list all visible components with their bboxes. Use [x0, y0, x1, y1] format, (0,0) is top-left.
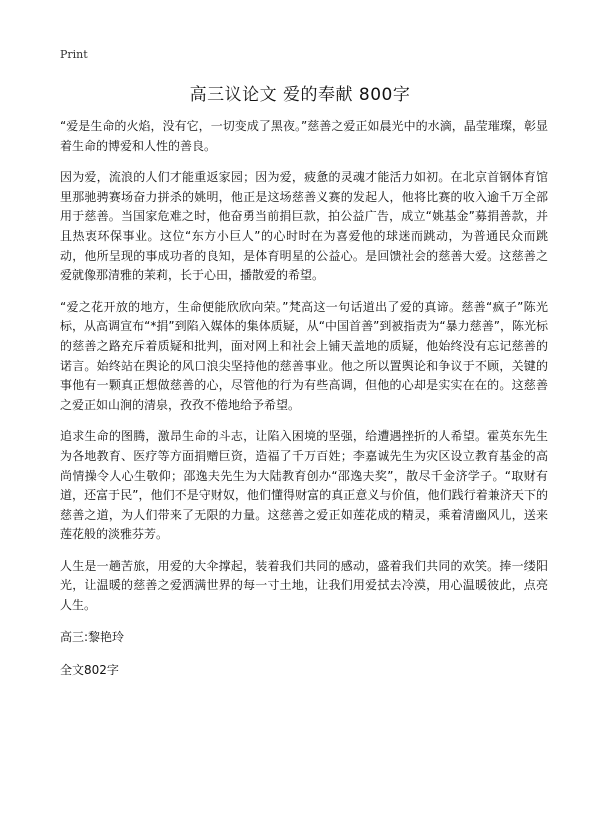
word-count: 全文802字 [60, 663, 119, 678]
paragraph-5: 人生是一趟苦旅，用爱的大伞撑起，装着我们共同的感动，盛着我们共同的欢笑。捧一缕阳光，让温暖的慈善之爱洒满世界的每一寸土地，让我们用爱拭去冷漠，用心温暖彼此，点亮人生。 [60, 558, 548, 613]
document-title: 高三议论文 爱的奉献 800字 [189, 85, 411, 105]
paragraph-1: “爱是生命的火焰，没有它，一切变成了黑夜。”慈善之爱正如晨光中的水滴，晶莹璀璨，彰显着生命的博爱和人性的善良。 [60, 119, 548, 153]
print-label: Print [60, 48, 88, 61]
paragraph-3: “爱之花开放的地方，生命便能欣欣向荣。”梵高这一句话道出了爱的真谛。慈善“疯子”陈光标，从高调宣布“*捐”到陷入媒体的集体质疑，从“中国首善”到被指责为“暴力慈善”，陈光标的慈善之路充斥着质疑和批判，面对网上和社会上铺天盖地的质疑，他始终没有忘记慈善的诺言。始终站在舆论的风口浪尖坚持他的慈善事业。他之所以置舆论和争议于不顾，关键的事他有一颗真正想做慈善的心，尽管他的行为有些高调，但他的心却是实实在在的。这慈善之爱正如山涧的清泉，孜孜不倦地给予希望。 [60, 299, 548, 412]
document-body [60, 117, 548, 695]
paragraph-2: 因为爱，流浪的人们才能重返家园；因为爱，疲惫的灵魂才能活力如初。在北京首钢体育馆里那驰骋赛场奋力拼杀的姚明，他正是这场慈善义赛的发起人，他将比赛的收入逾千万全部用于慈善。当国家危难之时，他奋勇当前捐巨款，拍公益广告，成立“姚基金”募捐善款，并且热衷环保事业。这位“东方小巨人”的心时时在为喜爱他的球迷而跳动，为普通民众而跳动，他所呈现的事成功者的良知，是体育明星的公益心。是回馈社会的慈善大爱。这慈善之爱就像那清雅的茉莉，长于心田，播散爱的希望。 [60, 170, 548, 283]
paragraph-4: 追求生命的图腾，激昂生命的斗志，让陷入困境的坚强，给遭遇挫折的人希望。霍英东先生为各地教育、医疗等方面捐赠巨资，造福了千万百姓；李嘉诚先生为灾区设立教育基金的高尚情操令人心生敬仰；邵逸夫先生为大陆教育创办“邵逸夫奖”，散尽千金济学子。“取财有道，还富于民”，他们不是守财奴，他们懂得财富的真正意义与价值，他们践行着兼济天下的慈善之道，为人们带来了无限的力量。这慈善之爱正如莲花成的精灵，乘着清幽风儿，送来莲花般的淡雅芬芳。 [60, 429, 548, 542]
author-line: 高三:黎艳玲 [60, 629, 125, 644]
